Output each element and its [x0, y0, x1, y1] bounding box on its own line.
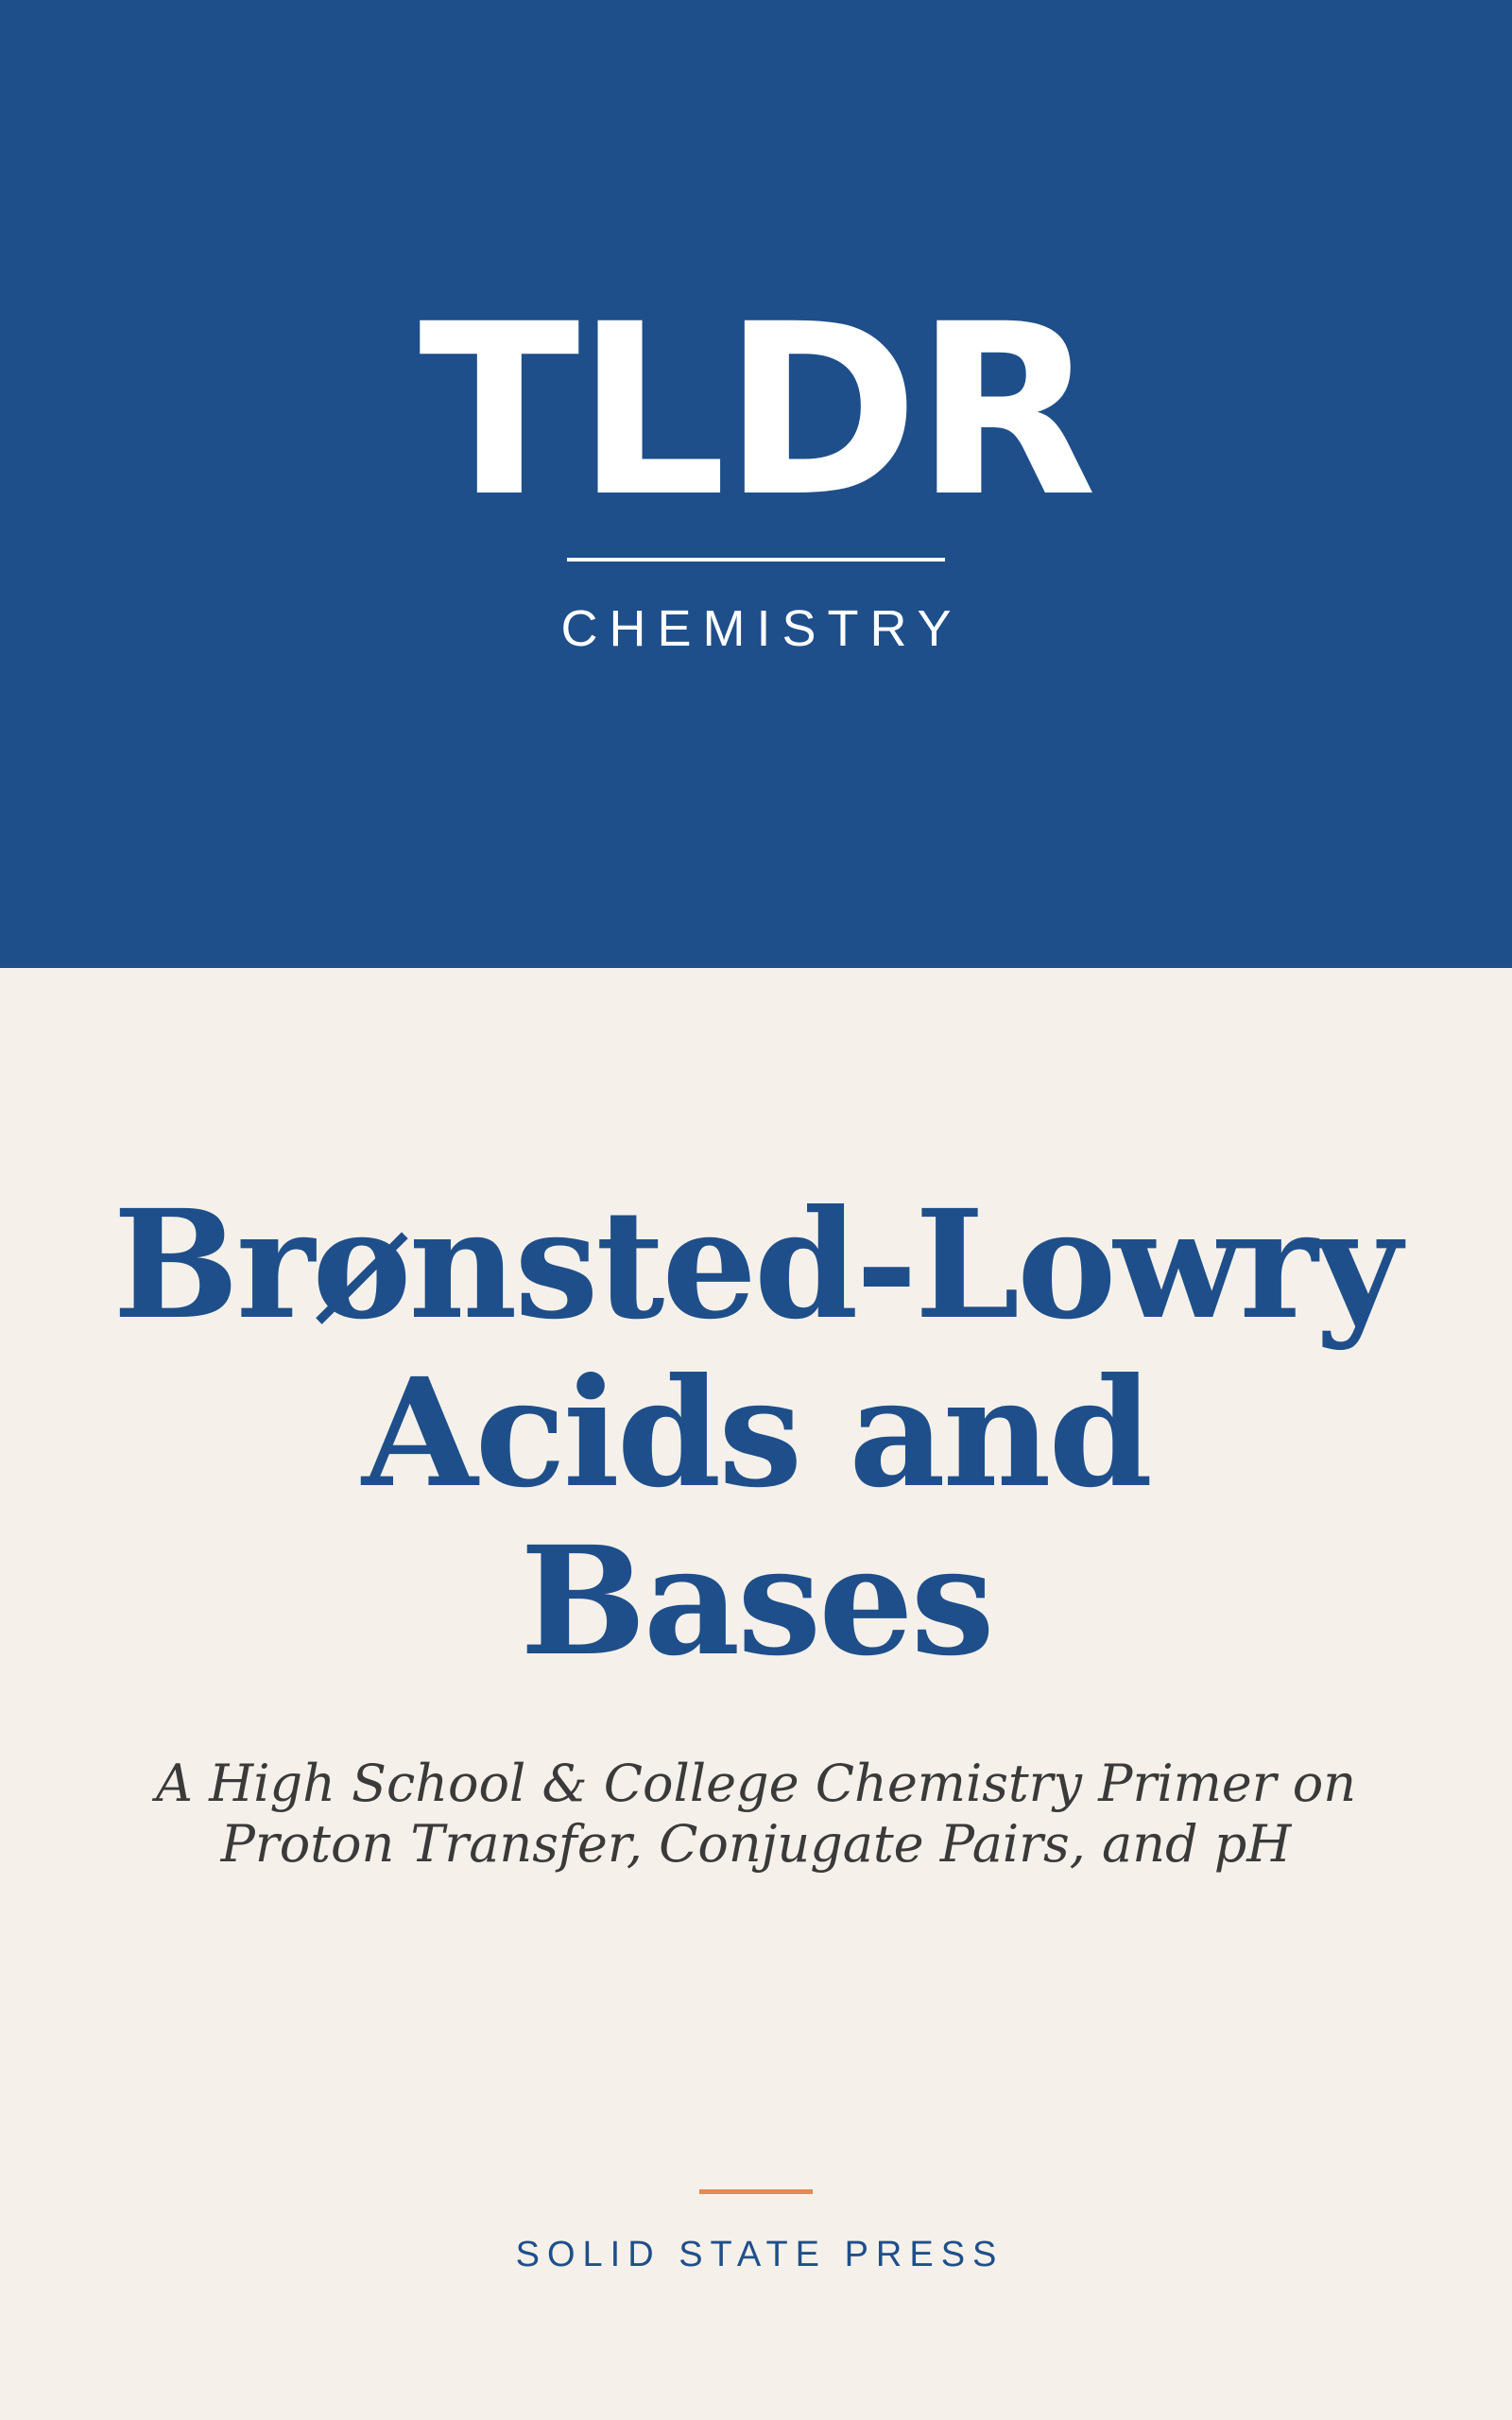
series-subject: CHEMISTRY [560, 600, 963, 657]
book-subtitle [94, 1754, 1418, 1875]
book-title-line: Brønsted-Lowry [112, 1178, 1400, 1353]
book-subtitle-line: A High School & College Chemistry Primer on [155, 1754, 1357, 1813]
book-title [0, 1178, 1512, 1689]
book-title-line: Bases [520, 1514, 992, 1689]
series-title: TLDR [419, 273, 1093, 548]
accent-divider [699, 2189, 813, 2194]
book-subtitle-line: Proton Transfer, Conjugate Pairs, and pH [220, 1814, 1292, 1874]
book-title-line: Acids and [362, 1346, 1150, 1521]
publisher-name: SOLID STATE PRESS [515, 2235, 1005, 2274]
series-divider [567, 558, 945, 562]
series-banner [0, 0, 1512, 968]
